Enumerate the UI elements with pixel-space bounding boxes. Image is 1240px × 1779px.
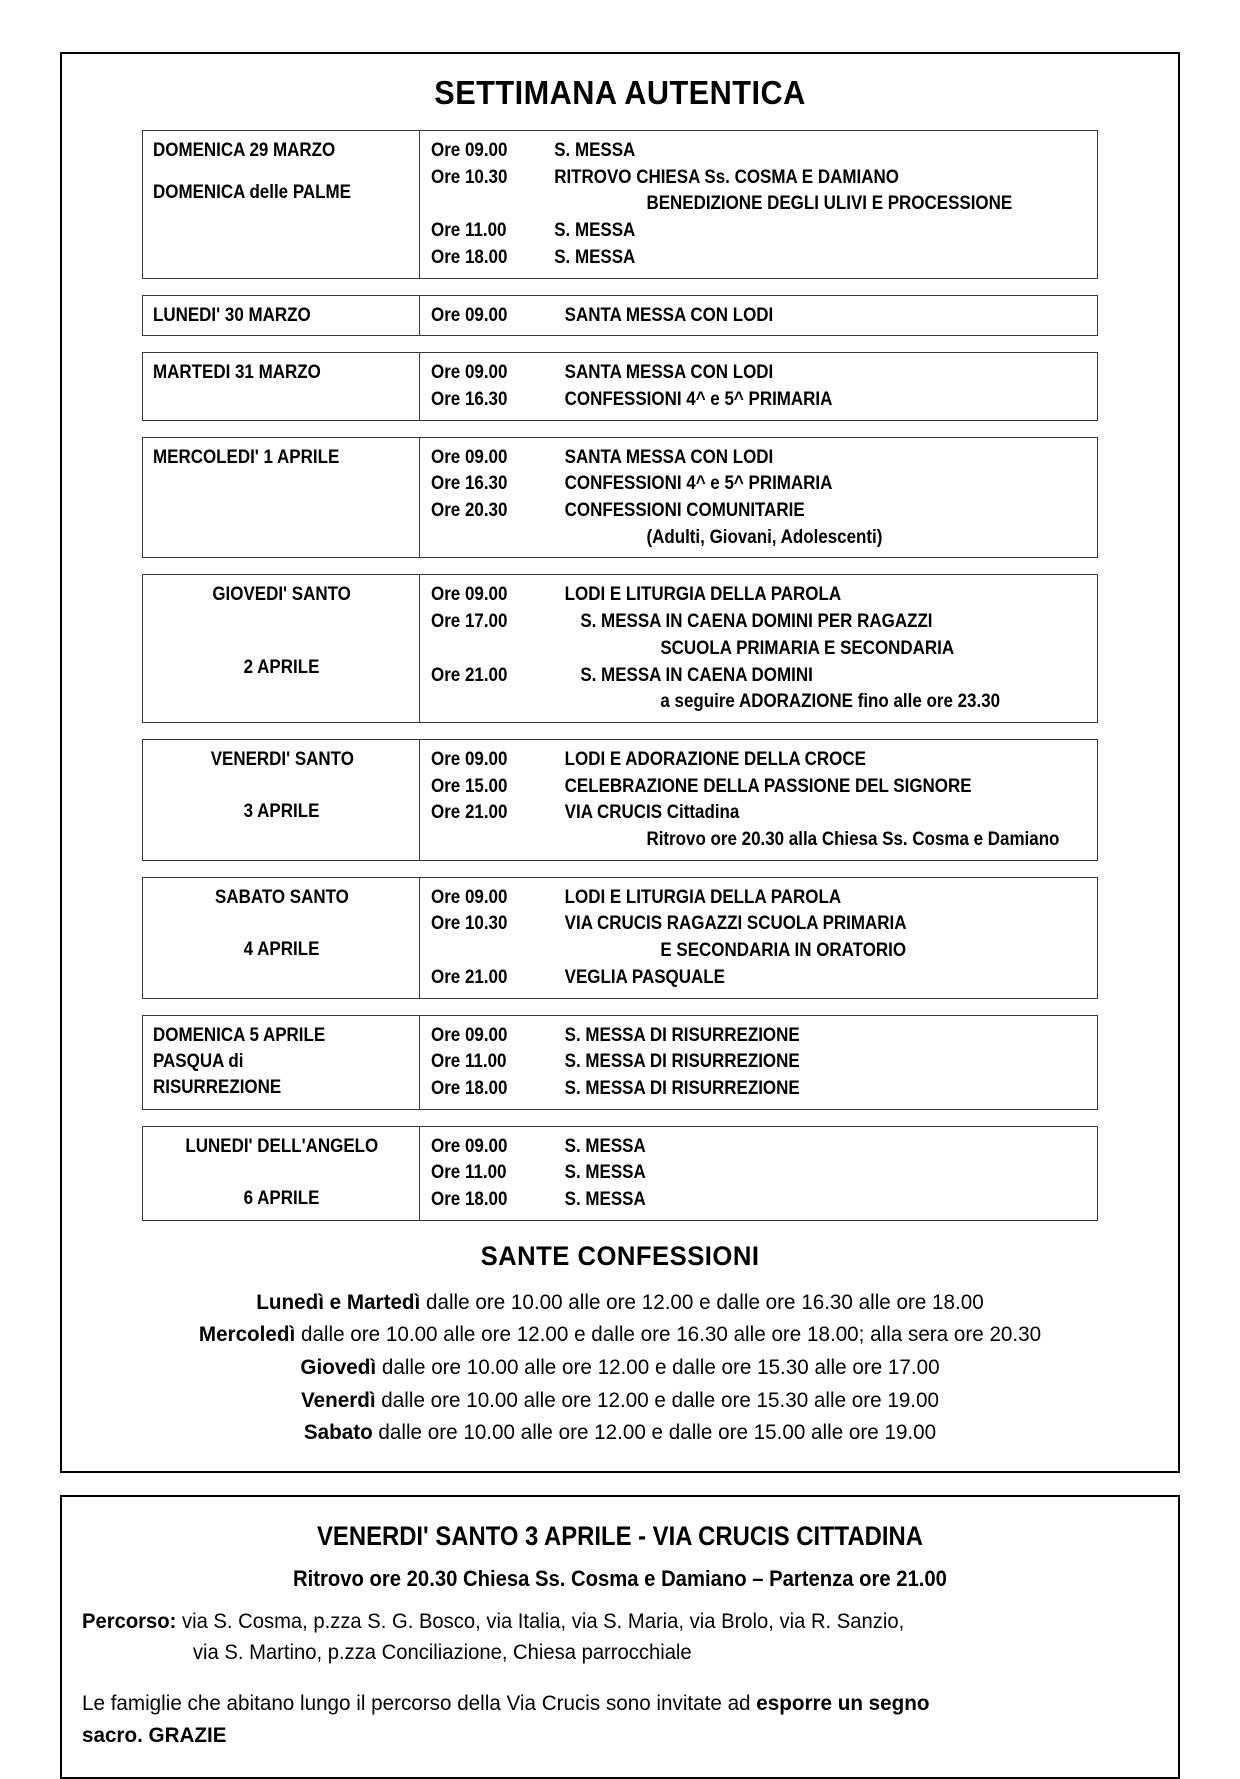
schedule-day-cell — [143, 1127, 420, 1220]
schedule-event-row — [431, 1075, 1089, 1102]
schedule-row — [142, 352, 1098, 420]
event-description: VIA CRUCIS Cittadina — [564, 801, 740, 824]
schedule-event-row — [431, 137, 1089, 164]
event-description: S. MESSA IN CAENA DOMINI — [580, 663, 813, 686]
event-time: Ore 20.30 — [431, 499, 508, 522]
schedule-day-label: VENERDI' SANTO — [210, 747, 354, 770]
event-time: Ore 18.00 — [431, 245, 508, 268]
event-description: SANTA MESSA CON LODI — [564, 445, 774, 468]
schedule-event-row — [431, 359, 1089, 386]
event-time — [431, 688, 534, 715]
schedule-row — [142, 574, 1098, 723]
schedule-row — [142, 739, 1098, 861]
schedule-day-label: LUNEDI' 30 MARZO — [153, 303, 311, 326]
schedule-row — [142, 437, 1098, 559]
via-crucis-note-line-2: sacro. GRAZIE — [82, 1722, 227, 1747]
event-time: Ore 09.00 — [431, 361, 508, 384]
event-description: SANTA MESSA CON LODI — [564, 361, 774, 384]
event-time: Ore 09.00 — [431, 583, 508, 606]
page-title: SETTIMANA AUTENTICA — [434, 74, 806, 111]
schedule-day-cell — [143, 740, 420, 860]
schedule-row — [142, 1126, 1098, 1221]
schedule-day-label: GIOVEDI' SANTO — [212, 583, 352, 606]
schedule-events-cell — [420, 740, 1144, 860]
note-intro-text: Le famiglie che abitano lungo il percorso della Via Crucis sono invitate ad — [82, 1690, 757, 1715]
event-time: Ore 09.00 — [431, 139, 508, 161]
event-description: S. MESSA DI RISURREZIONE — [564, 1050, 800, 1073]
schedule-event-row — [431, 190, 1089, 217]
schedule-day-cell — [143, 878, 420, 998]
schedule-events-cell — [420, 131, 1097, 278]
via-crucis-panel — [60, 1495, 1180, 1779]
confessions-list — [78, 1286, 1162, 1449]
event-time: Ore 15.00 — [431, 774, 508, 797]
confession-hours: dalle ore 10.00 alle ore 12.00 e dalle ore 15.00 alle ore 19.00 — [372, 1420, 937, 1445]
event-description: S. MESSA — [564, 1134, 646, 1157]
event-time: Ore 18.00 — [431, 1076, 508, 1099]
schedule-event-row — [431, 910, 1089, 937]
schedule-day-label: 4 APRILE — [244, 938, 320, 961]
route-streets-1: via S. Cosma, p.zza S. G. Bosco, via Italia, via S. Maria, via Brolo, via R. Sanzio, — [176, 1609, 905, 1634]
via-crucis-route-line-1 — [82, 1606, 1093, 1637]
schedule-events-cell — [420, 438, 1097, 558]
route-label: Percorso: — [82, 1609, 177, 1634]
event-description: BENEDIZIONE DEGLI ULIVI E PROCESSIONE — [646, 192, 1013, 215]
confession-hours: dalle ore 10.00 alle ore 12.00 e dalle ore 15.30 alle ore 19.00 — [375, 1387, 940, 1412]
event-description: SANTA MESSA CON LODI — [564, 303, 774, 326]
event-description: VIA CRUCIS RAGAZZI SCUOLA PRIMARIA — [564, 912, 907, 935]
schedule-event-row — [431, 444, 1089, 471]
schedule-day-label: DOMENICA 29 MARZO — [153, 139, 336, 161]
event-description: S. MESSA — [554, 219, 636, 242]
event-description: (Adulti, Giovani, Adolescenti) — [646, 525, 883, 548]
via-crucis-route-line-2: via S. Martino, p.zza Conciliazione, Chiesa parrocchiale — [192, 1640, 692, 1665]
confession-hours: dalle ore 10.00 alle ore 12.00 e dalle ore 16.30 alle ore 18.00; alla sera ore 20.30 — [295, 1322, 1042, 1347]
schedule-event-row — [431, 386, 1089, 413]
schedule-day-cell — [143, 296, 420, 336]
main-schedule-panel — [60, 52, 1180, 1473]
via-crucis-title: VENERDI' SANTO 3 APRILE - VIA CRUCIS CITTADINA — [317, 1521, 923, 1552]
schedule-row — [142, 295, 1098, 337]
schedule-event-row — [431, 688, 1089, 715]
event-description: S. MESSA DI RISURREZIONE — [564, 1023, 800, 1046]
confession-hours: dalle ore 10.00 alle ore 12.00 e dalle ore 15.30 alle ore 17.00 — [376, 1355, 940, 1380]
schedule-row — [142, 130, 1098, 279]
event-description: CONFESSIONI 4^ e 5^ PRIMARIA — [564, 387, 833, 410]
schedule-event-row — [431, 608, 1089, 635]
event-time: Ore 21.00 — [431, 663, 508, 686]
event-time: Ore 09.00 — [431, 747, 508, 770]
schedule-day-cell — [143, 131, 420, 278]
event-time: Ore 10.30 — [431, 912, 508, 935]
schedule-event-row — [431, 524, 1089, 551]
confession-day: Giovedì — [300, 1355, 377, 1380]
event-description: S. MESSA — [564, 1188, 646, 1211]
schedule-event-row — [431, 217, 1089, 244]
schedule-day-label: PASQUA di — [153, 1049, 244, 1072]
schedule-event-row — [431, 497, 1089, 524]
schedule-events-cell — [420, 575, 1097, 722]
event-time: Ore 21.00 — [431, 801, 508, 824]
schedule-event-row — [431, 1159, 1089, 1186]
event-time: Ore 16.30 — [431, 472, 508, 495]
schedule-event-row — [431, 470, 1089, 497]
event-time — [431, 937, 534, 964]
event-time: Ore 10.30 — [431, 165, 508, 188]
schedule-row — [142, 1015, 1098, 1110]
schedule-events-cell — [420, 1016, 1097, 1109]
schedule-event-row — [431, 1133, 1089, 1160]
event-time: Ore 11.00 — [431, 1161, 507, 1184]
schedule-list — [78, 130, 1162, 1221]
event-description: RITROVO CHIESA Ss. COSMA E DAMIANO — [554, 165, 899, 188]
schedule-row — [142, 877, 1098, 999]
confession-line — [100, 1318, 1141, 1351]
event-description: LODI E ADORAZIONE DELLA CROCE — [564, 747, 866, 770]
event-description: LODI E LITURGIA DELLA PAROLA — [564, 885, 842, 908]
event-description: LODI E LITURGIA DELLA PAROLA — [564, 583, 842, 606]
event-time: Ore 09.00 — [431, 445, 508, 468]
schedule-day-label: MARTEDI 31 MARZO — [153, 361, 321, 384]
event-time: Ore 16.30 — [431, 387, 508, 410]
event-description: CONFESSIONI COMUNITARIE — [564, 499, 805, 522]
schedule-event-row — [431, 773, 1136, 800]
note-emphasis-text: esporre un segno — [756, 1690, 930, 1715]
event-time: Ore 09.00 — [431, 303, 508, 326]
confession-day: Lunedì e Martedì — [256, 1289, 421, 1314]
event-time: Ore 17.00 — [431, 610, 508, 633]
schedule-day-label: RISURREZIONE — [153, 1076, 282, 1099]
schedule-events-cell — [420, 353, 1097, 419]
event-description: S. MESSA — [554, 245, 636, 268]
schedule-event-row — [431, 581, 1089, 608]
event-time — [431, 524, 534, 551]
event-description: SCUOLA PRIMARIA E SECONDARIA — [660, 636, 955, 659]
schedule-event-row — [431, 964, 1089, 991]
schedule-day-label: 2 APRILE — [244, 655, 320, 678]
schedule-day-label: 6 APRILE — [244, 1187, 320, 1209]
schedule-events-cell — [420, 878, 1097, 998]
schedule-event-row — [431, 826, 1136, 853]
event-description: CELEBRAZIONE DELLA PASSIONE DEL SIGNORE — [564, 774, 972, 797]
event-description: VEGLIA PASQUALE — [564, 965, 725, 988]
event-description: S. MESSA DI RISURREZIONE — [564, 1076, 800, 1099]
schedule-events-cell — [420, 296, 1097, 336]
event-description: Ritrovo ore 20.30 alla Chiesa Ss. Cosma e Damiano — [646, 828, 1060, 851]
schedule-day-label: DOMENICA 5 APRILE — [153, 1023, 326, 1046]
schedule-day-label: LUNEDI' DELL'ANGELO — [185, 1134, 379, 1157]
event-time: Ore 09.00 — [431, 1023, 508, 1046]
schedule-event-row — [431, 884, 1089, 911]
schedule-events-cell — [420, 1127, 1097, 1220]
schedule-event-row — [431, 1048, 1089, 1075]
schedule-event-row — [431, 746, 1136, 773]
schedule-event-row — [431, 799, 1136, 826]
via-crucis-note-line-1 — [82, 1687, 1061, 1719]
confession-line — [100, 1384, 1141, 1417]
schedule-event-row — [431, 244, 1089, 271]
confession-line — [100, 1286, 1141, 1319]
schedule-event-row — [431, 1022, 1089, 1049]
confession-line — [100, 1351, 1141, 1384]
confessions-title: SANTE CONFESSIONI — [480, 1240, 760, 1271]
event-time: Ore 11.00 — [431, 219, 507, 242]
schedule-day-label: SABATO SANTO — [215, 885, 349, 908]
schedule-event-row — [431, 635, 1089, 662]
confession-day: Venerdì — [300, 1387, 376, 1412]
schedule-day-label: MERCOLEDI' 1 APRILE — [153, 445, 340, 468]
confession-day: Sabato — [303, 1420, 373, 1445]
event-time: Ore 11.00 — [431, 1050, 507, 1073]
schedule-day-label: 3 APRILE — [244, 800, 320, 823]
event-time: Ore 18.00 — [431, 1188, 508, 1211]
confession-day: Mercoledì — [198, 1322, 296, 1347]
event-time: Ore 09.00 — [431, 885, 508, 908]
schedule-event-row — [431, 937, 1089, 964]
confession-line — [100, 1416, 1141, 1449]
event-time: Ore 21.00 — [431, 965, 508, 988]
event-description: S. MESSA IN CAENA DOMINI PER RAGAZZI — [580, 610, 933, 633]
event-description: a seguire ADORAZIONE fino alle ore 23.30 — [660, 690, 1001, 713]
event-description: CONFESSIONI 4^ e 5^ PRIMARIA — [564, 472, 833, 495]
event-time: Ore 09.00 — [431, 1134, 508, 1157]
schedule-day-label: DOMENICA delle PALME — [153, 181, 351, 204]
schedule-day-cell — [143, 1016, 420, 1109]
schedule-event-row — [431, 1186, 1089, 1213]
event-description: S. MESSA — [564, 1161, 646, 1184]
schedule-day-cell — [143, 575, 420, 722]
event-description: S. MESSA — [554, 139, 636, 161]
schedule-day-cell — [143, 438, 420, 558]
event-time — [431, 190, 534, 217]
schedule-event-row — [431, 662, 1089, 689]
schedule-event-row — [431, 164, 1089, 191]
event-time — [431, 635, 534, 662]
via-crucis-subtitle: Ritrovo ore 20.30 Chiesa Ss. Cosma e Damiano – Partenza ore 21.00 — [293, 1566, 947, 1592]
schedule-event-row — [431, 302, 1089, 329]
schedule-day-cell — [143, 353, 420, 419]
event-time — [431, 826, 534, 853]
confession-hours: dalle ore 10.00 alle ore 12.00 e dalle ore 16.30 alle ore 18.00 — [420, 1289, 984, 1314]
event-description: E SECONDARIA IN ORATORIO — [660, 939, 907, 962]
